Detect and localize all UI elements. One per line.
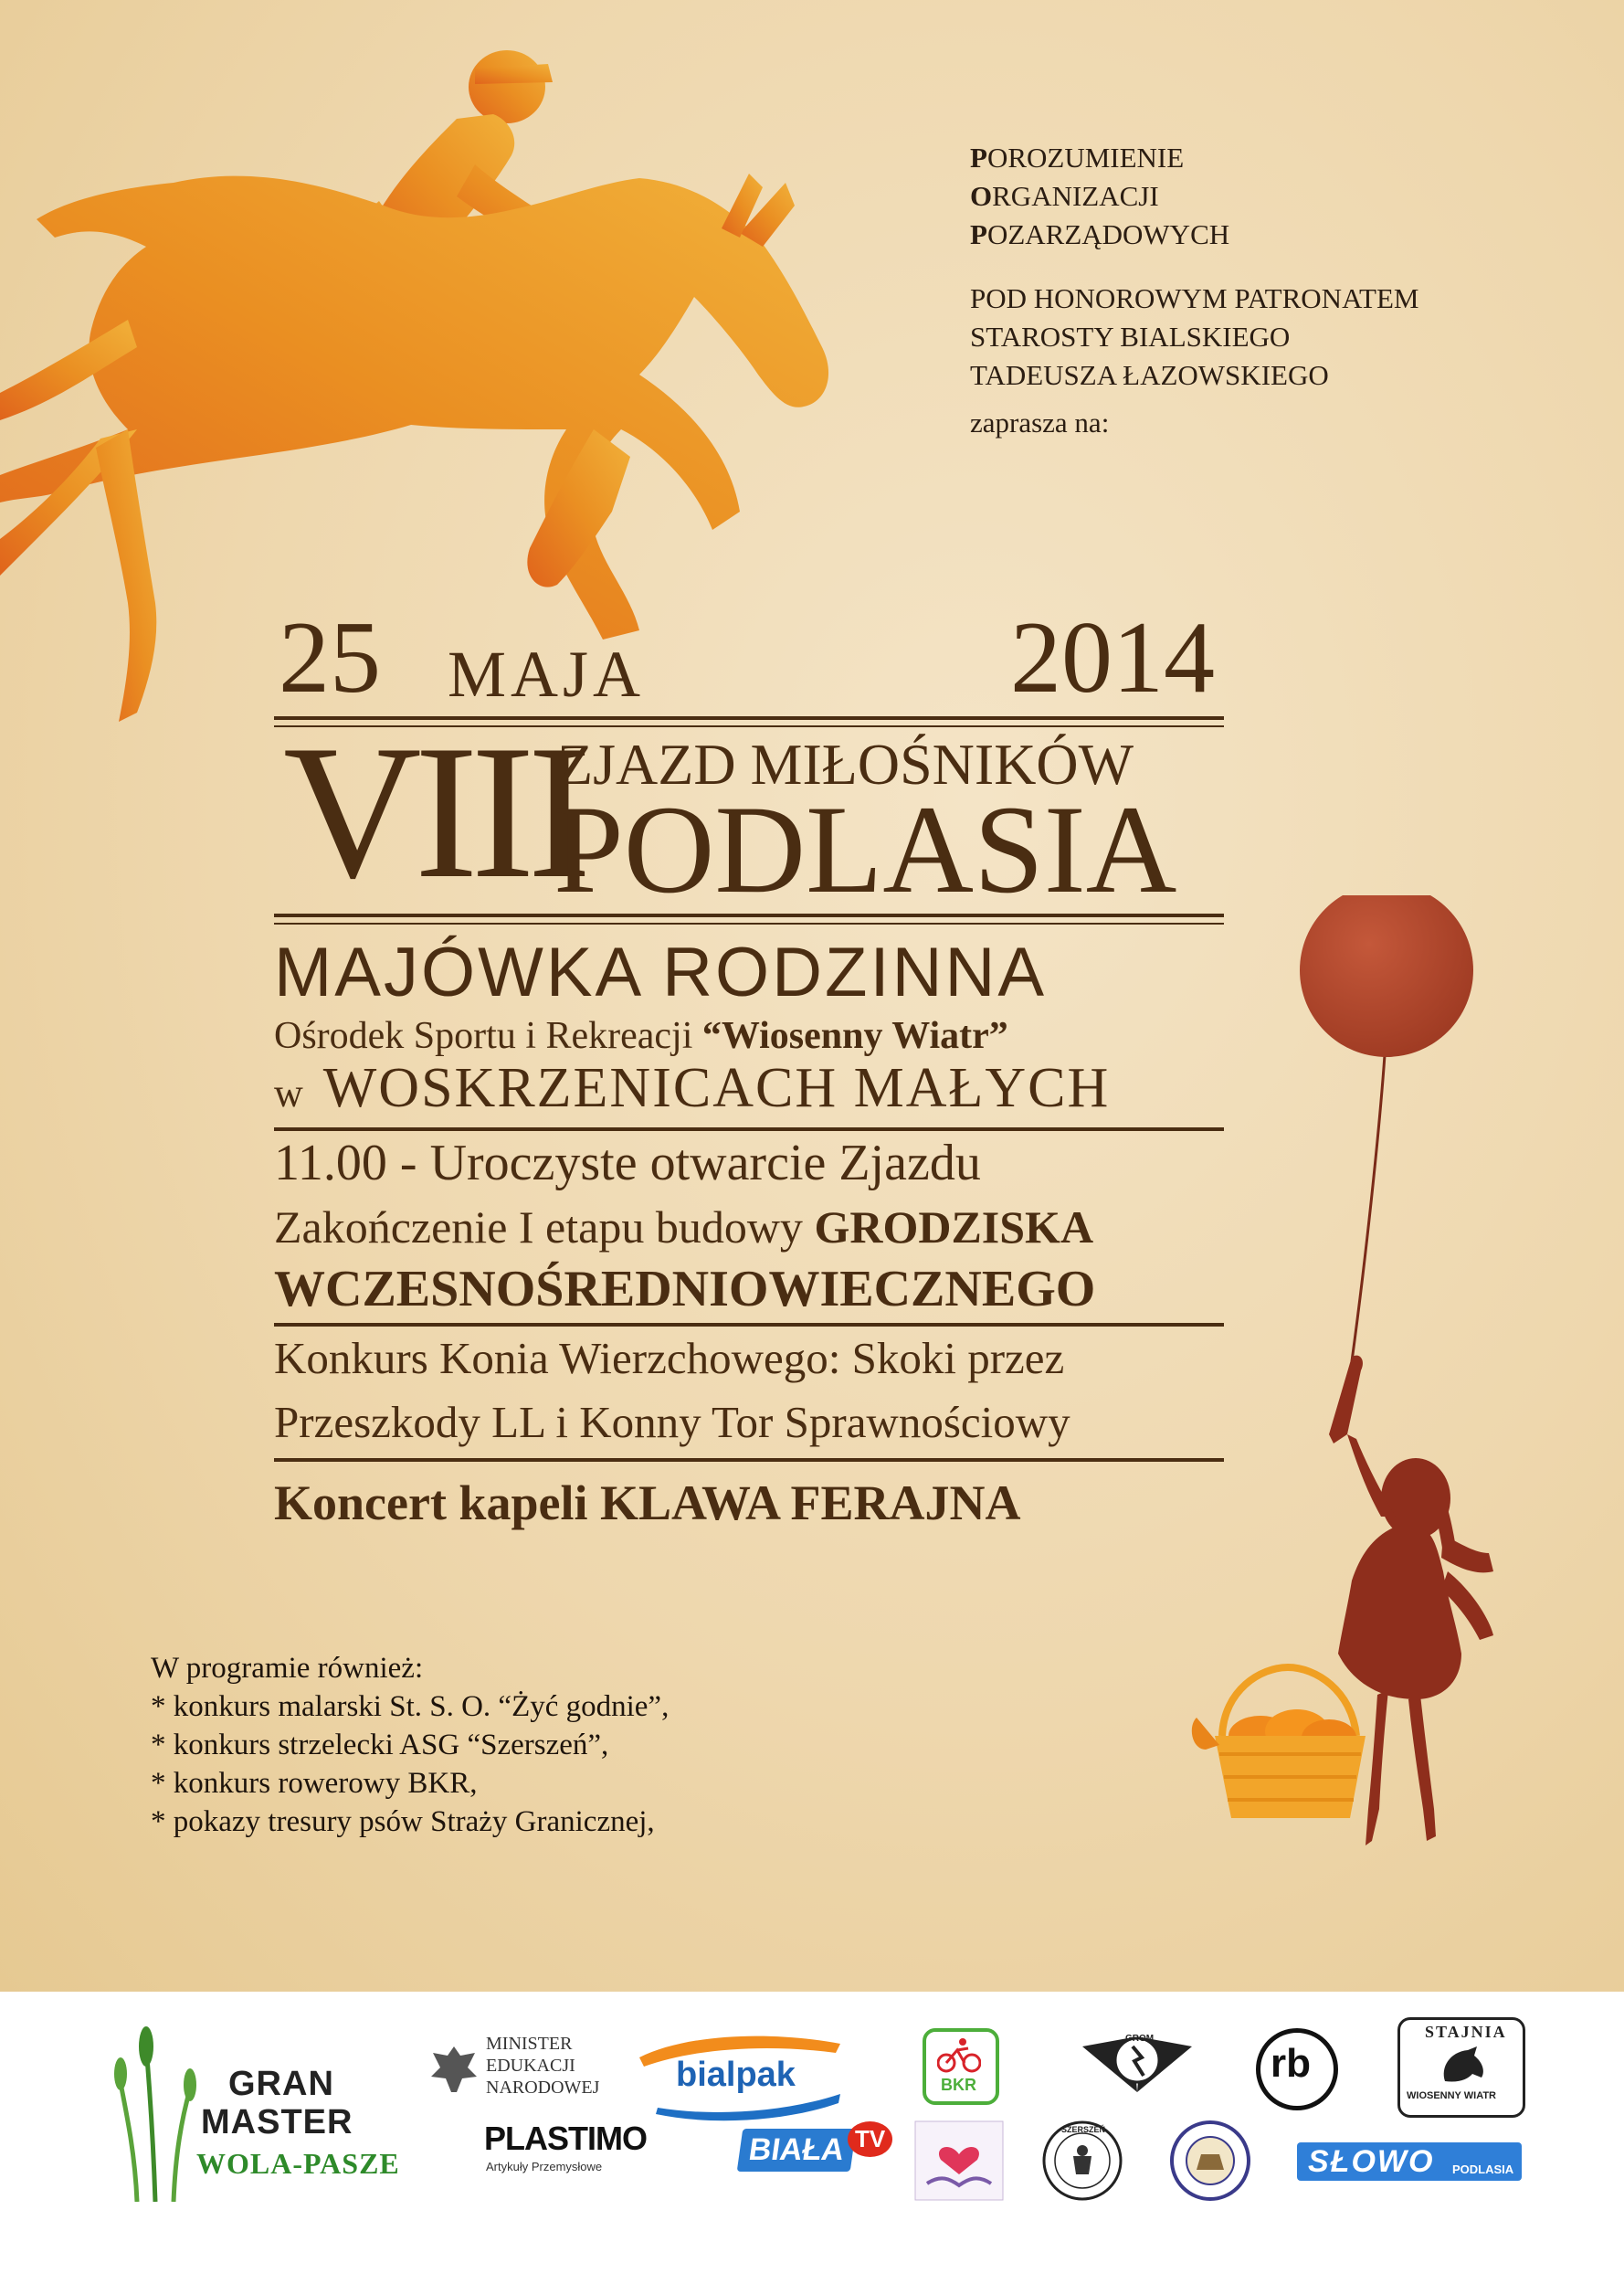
program-contest-2: Przeszkody LL i Konny Tor Sprawnościowy bbox=[274, 1397, 1070, 1447]
venue-name: “Wiosenny Wiatr” bbox=[701, 1015, 1008, 1057]
event-subtitle: MAJÓWKA RODZINNA bbox=[274, 934, 1048, 1011]
bialpak-logo bbox=[630, 2030, 849, 2121]
minister-line-2: EDUKACJI bbox=[486, 2056, 575, 2076]
grom-text: GROM bbox=[1125, 2034, 1155, 2044]
horse-head-icon bbox=[1436, 2045, 1487, 2087]
master-text: MASTER bbox=[201, 2103, 353, 2141]
organizer-rest-3: OZARZĄDOWYCH bbox=[986, 218, 1230, 250]
minister-line-3: NARODOWEJ bbox=[486, 2078, 600, 2098]
minister-line-1: MINISTER bbox=[486, 2034, 573, 2054]
gran-master-logo bbox=[110, 2019, 438, 2202]
rb-text: rb bbox=[1271, 2041, 1311, 2086]
stajnia-text: STAJNIA bbox=[1425, 2023, 1507, 2041]
tv-text: TV bbox=[848, 2121, 892, 2157]
rb-logo bbox=[1256, 2028, 1338, 2110]
also-item: * konkurs strzelecki ASG “Szerszeń”, bbox=[151, 1729, 609, 1761]
program-opening: 11.00 - Uroczyste otwarcie Zjazdu bbox=[274, 1135, 981, 1191]
location-line bbox=[274, 1058, 1224, 1124]
venue-line bbox=[274, 1014, 1224, 1058]
organizer-initial-3: P bbox=[970, 218, 987, 250]
also-item: * konkurs rowerowy BKR, bbox=[151, 1767, 478, 1800]
plastimo-text: PLASTIMO bbox=[484, 2120, 647, 2157]
szerszen-logo bbox=[1041, 2120, 1123, 2202]
cyclist-icon bbox=[937, 2037, 981, 2074]
event-title-line-2: PODLASIA bbox=[554, 779, 1177, 919]
slowo-podlasia-logo bbox=[1297, 2142, 1525, 2188]
divider-contest bbox=[274, 1458, 1224, 1462]
wola-pasze-text: WOLA-PASZE bbox=[196, 2147, 400, 2180]
balloon bbox=[1300, 895, 1473, 1057]
bkr-logo bbox=[923, 2028, 996, 2101]
slowo-text: SŁOWO bbox=[1308, 2144, 1435, 2179]
also-item: * konkurs malarski St. S. O. “Żyć godnie”, bbox=[151, 1690, 670, 1723]
program-stage-bold-2: WCZESNOŚREDNIOWIECZNEGO bbox=[274, 1261, 1096, 1317]
bialpak-text: bialpak bbox=[676, 2056, 796, 2094]
program-stage-bold-1: GRODZISKA bbox=[814, 1201, 1094, 1253]
girl-with-balloon-silhouette bbox=[1169, 895, 1534, 1900]
event-month: MAJA bbox=[448, 638, 646, 711]
minister-logo bbox=[429, 2033, 612, 2115]
organizer-rest-1: OROZUMIENIE bbox=[986, 142, 1185, 174]
eagle-icon bbox=[429, 2042, 480, 2097]
venue-prefix: Ośrodek Sportu i Rekreacji bbox=[274, 1015, 693, 1057]
event-block bbox=[274, 603, 1224, 1537]
plastimo-logo bbox=[484, 2120, 667, 2193]
stajnia-logo bbox=[1397, 2017, 1525, 2118]
biala-tv-logo bbox=[740, 2125, 895, 2184]
location-prefix: w bbox=[274, 1071, 305, 1116]
heart-hands-icon bbox=[913, 2120, 1005, 2202]
gran-text: GRAN bbox=[228, 2065, 334, 2103]
event-edition: VIII bbox=[283, 706, 585, 918]
also-in-program bbox=[151, 1649, 669, 1841]
organizer-rest-2: RGANIZACJI bbox=[992, 180, 1159, 212]
grom-logo bbox=[1078, 2028, 1197, 2101]
charity-logo bbox=[913, 2120, 1005, 2202]
program-stage-prefix: Zakończenie I etapu budowy bbox=[274, 1201, 803, 1253]
also-item: * pokazy tresury psów Straży Granicznej, bbox=[151, 1805, 655, 1838]
event-year: 2014 bbox=[1010, 601, 1215, 714]
event-title bbox=[274, 706, 1224, 919]
bkr-text: BKR bbox=[941, 2076, 976, 2094]
wheat-icon bbox=[110, 2019, 201, 2202]
plastimo-subtext: Artykuły Przemysłowe bbox=[486, 2160, 603, 2173]
also-heading: W programie również: bbox=[151, 1652, 424, 1685]
event-day: 25 bbox=[279, 601, 381, 714]
organizer-line-1 bbox=[970, 139, 1418, 177]
patronage-line-3: TADEUSZA ŁAZOWSKIEGO bbox=[970, 359, 1329, 391]
school-emblem-icon bbox=[1169, 2120, 1251, 2202]
program-stage-line bbox=[274, 1195, 1224, 1259]
organizer-initial-1: P bbox=[970, 142, 987, 174]
event-date bbox=[274, 603, 1224, 713]
podlasia-small-text: PODLASIA bbox=[1452, 2162, 1514, 2176]
organizer-line-2 bbox=[970, 177, 1418, 216]
organizer-initial-2: O bbox=[970, 180, 993, 212]
szerszen-text: SZERSZEŃ bbox=[1061, 2125, 1106, 2134]
sponsors-footer bbox=[0, 1992, 1624, 2284]
event-title-line-1: ZJAZD MIŁOŚNIKÓW bbox=[557, 732, 1134, 797]
patronage-line-2: STAROSTY BIALSKIEGO bbox=[970, 321, 1291, 353]
location-name: WOSKRZENICACH MAŁYCH bbox=[322, 1057, 1111, 1119]
patronage-line-1: POD HONOROWYM PATRONATEM bbox=[970, 282, 1419, 314]
program-contest-1: Konkurs Konia Wierzchowego: Skoki przez bbox=[274, 1333, 1065, 1383]
wiosenny-text: WIOSENNY WIATR bbox=[1407, 2090, 1496, 2101]
program-concert: Koncert kapeli KLAWA FERAJNA bbox=[274, 1475, 1021, 1530]
biala-text: BIAŁA bbox=[737, 2129, 856, 2172]
organizer-block bbox=[970, 139, 1418, 442]
organizer-line-3 bbox=[970, 216, 1418, 254]
invite-text: zaprasza na: bbox=[970, 407, 1110, 439]
school-badge-logo bbox=[1169, 2120, 1251, 2202]
